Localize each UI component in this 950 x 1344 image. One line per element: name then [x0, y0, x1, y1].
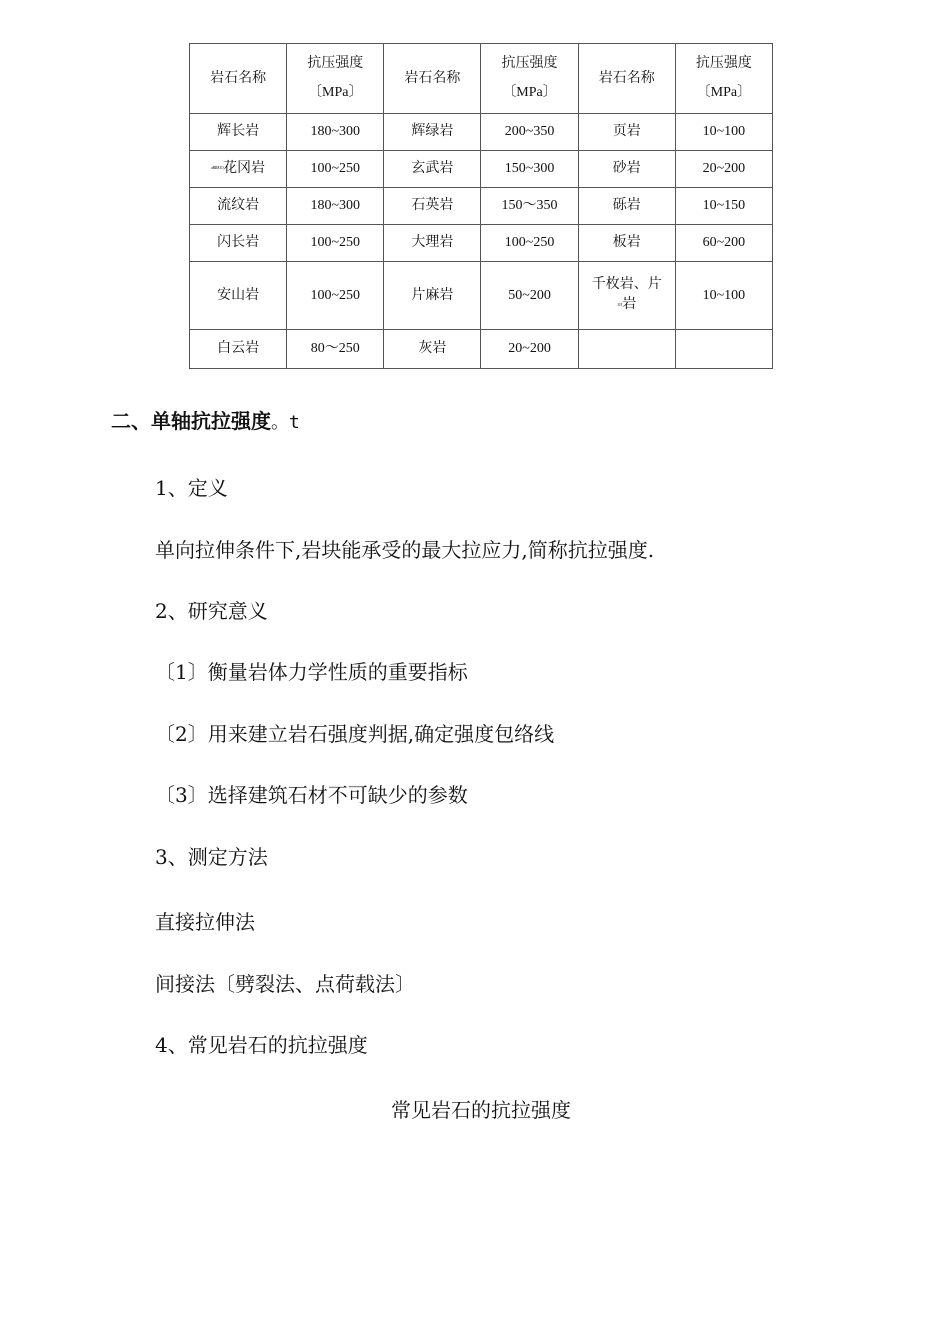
table-caption: 常见岩石的抗拉强度 [391, 1098, 571, 1122]
table-cell: 10~150 [675, 188, 772, 225]
table-row [190, 262, 773, 330]
compressive-strength-table [189, 43, 773, 369]
table-cell: 100~250 [287, 262, 384, 330]
table-cell: 流纹岩 [190, 188, 287, 225]
header-rock-name: 岩石名称 [384, 44, 481, 114]
table-cell: 石英岩 [384, 188, 481, 225]
table-cell: 200~350 [481, 114, 578, 151]
table-row [190, 151, 773, 188]
table-cell: 60~200 [675, 225, 772, 262]
table-cell: 10~100 [675, 262, 772, 330]
method-direct: 直接拉伸法 [155, 910, 255, 934]
table-cell: 砂岩 [578, 151, 675, 188]
table-cell [675, 330, 772, 369]
table-cell: 100~250 [287, 151, 384, 188]
subheading-common-rocks: 4、常见岩石的抗拉强度 [155, 1033, 368, 1057]
table-cell: 80〜250 [287, 330, 384, 369]
table-cell: 150~300 [481, 151, 578, 188]
table-row [190, 330, 773, 369]
heading-suffix: 。t [271, 412, 300, 433]
table-cell: 20~200 [481, 330, 578, 369]
table-cell: 150〜350 [481, 188, 578, 225]
table-cell: 玄武岩 [384, 151, 481, 188]
table-cell: 片麻岩 [384, 262, 481, 330]
table-cell: 100~250 [287, 225, 384, 262]
table-row [190, 225, 773, 262]
significance-item-2: 〔2〕用来建立岩石强度判据,确定强度包络线 [155, 722, 555, 746]
table-cell: 闪长岩 [190, 225, 287, 262]
table-cell: 页岩 [578, 114, 675, 151]
significance-item-3: 〔3〕选择建筑石材不可缺少的参数 [155, 783, 468, 807]
table-cell: 100~250 [481, 225, 578, 262]
subheading-significance: 2、研究意义 [155, 599, 268, 623]
table-cell: 50~200 [481, 262, 578, 330]
table-cell: 辉长岩 [190, 114, 287, 151]
header-strength: 抗压强度 〔MPa〕 [675, 44, 772, 114]
table-cell: 10~100 [675, 114, 772, 151]
table-cell: 180~300 [287, 188, 384, 225]
header-rock-name: 岩石名称 [190, 44, 287, 114]
header-strength: 抗压强度 〔MPa〕 [481, 44, 578, 114]
table-cell: 灰岩 [384, 330, 481, 369]
table-cell: 板岩 [578, 225, 675, 262]
table-cell: 辉绿岩 [384, 114, 481, 151]
table-header-row [190, 44, 773, 114]
subheading-definition: 1、定义 [155, 476, 228, 500]
table-row [190, 114, 773, 151]
table-cell: 千枚岩、片 ᴶᴶᴶ岩 [578, 262, 675, 330]
significance-item-1: 〔1〕衡量岩体力学性质的重要指标 [155, 660, 468, 684]
table-cell: 安山岩 [190, 262, 287, 330]
table-cell: ᵃᴿᴵᴶᴶᴼᴼ花冈岩 [190, 151, 287, 188]
table-cell: 白云岩 [190, 330, 287, 369]
header-rock-name: 岩石名称 [578, 44, 675, 114]
garbled-prefix: ᵃᴿᴵᴶᴶᴼᴼ [211, 164, 224, 173]
table-cell: 180~300 [287, 114, 384, 151]
table-row [190, 188, 773, 225]
section-heading: 二、单轴抗拉强度。t [111, 409, 300, 433]
table-cell: 大理岩 [384, 225, 481, 262]
header-strength: 抗压强度 〔MPa〕 [287, 44, 384, 114]
definition-text: 单向拉伸条件下,岩块能承受的最大拉应力,简称抗拉强度. [155, 538, 655, 562]
table-cell: 砾岩 [578, 188, 675, 225]
method-indirect: 间接法〔劈裂法、点荷载法〕 [155, 972, 415, 996]
table-cell: 20~200 [675, 151, 772, 188]
subheading-methods: 3、测定方法 [155, 845, 268, 869]
table-cell [578, 330, 675, 369]
